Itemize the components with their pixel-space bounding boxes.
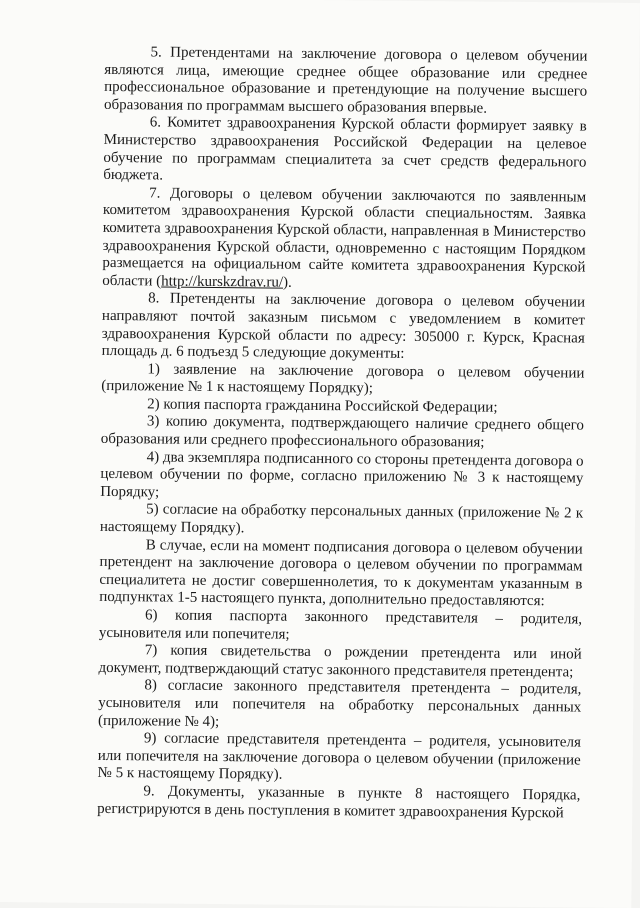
paragraph-6: 6. Комитет здравоохранения Курской области формирует заявку в Министерство здравоохранения Российской Федерации на целевое обучение по программам специалитета за счет средств федерального бюджета.: [103, 114, 587, 184]
list-item-2: 2) копия паспорта гражданина Российской Федерации;: [147, 396, 498, 416]
list-item-1: 1) заявление на заключение договора о целевом обучении (приложение № 1 к настоящему Порядку);: [101, 361, 585, 397]
paragraph-7: [102, 185, 586, 295]
paragraph-7-text: 7. Договоры о целевом обучении заключаются по заявленным комитетом здравоохранения Курской области специальностям. Заявка комитета здравоохранения Курской области, направленная в Министерство здравоохранения Курской области, одновременно с настоящим Порядком размещается на официальном сайте комитета здравоохранения Курской области (: [102, 185, 587, 290]
paragraph-5: 5. Претендентами на заключение договора о целевом обучении являются лица, имеющие среднее общее образование или среднее профессиональное образование и претендующие на получение высшего образования по программам высшего образования впервые.: [103, 44, 588, 117]
paragraph-minor-case: В случае, если на момент подписания договора о целевом обучении претендент на заключение договора о целевом обучении по программам специалитета не достиг совершеннолетия, то к документам указанным в подпунктах 1-5 настоящего пункта, дополнительно предоставляются:: [99, 536, 583, 610]
list-item-7: 7) копия свидетельства о рождении претендента или иной документ, подтверждающий статус законного представителя претендента;: [98, 642, 582, 681]
list-item-3: 3) копию документа, подтверждающего наличие среднего общего образования или среднего профессионального образования;: [100, 413, 584, 451]
paragraph-8: 8. Претенденты на заключение договора о целевом обучении направляют почтой заказным письмом с уведомлением в комитет здравоохранения Курской области по адресу: 305000 г. Курск, Красная площадь д. 6 подъезд 5 следующие документы:: [101, 290, 586, 362]
website-link[interactable]: http://kurskzdrav.ru/: [161, 273, 284, 291]
list-item-6: 6) копия паспорта законного представителя – родителя, усыновителя или попечителя;: [98, 607, 583, 643]
paragraph-9: 9. Документы, указанные в пункте 8 настоящего Порядка, регистрируются в день поступления в комитет здравоохранения Курской: [97, 783, 581, 821]
list-item-5: 5) согласие на обработку персональных данных (приложение № 2 к настоящему Порядку).: [99, 501, 584, 537]
list-item-4: 4) два экземпляра подписанного со стороны претендента договора о целевом обучении по форме, согласно приложению № 3 к настоящему Порядку;: [100, 449, 584, 501]
paragraph-7-end: ).: [283, 274, 292, 291]
list-item-9: 9) согласие представителя претендента – родителя, усыновителя или попечителя на заключение договора о целевом обучении (приложение № 5 к настоящему Порядку).: [97, 730, 581, 784]
list-item-8: 8) согласие законного представителя претендента – родителя, усыновителя или попечителя на обработку персональных данных (приложение № 4);: [97, 677, 582, 730]
